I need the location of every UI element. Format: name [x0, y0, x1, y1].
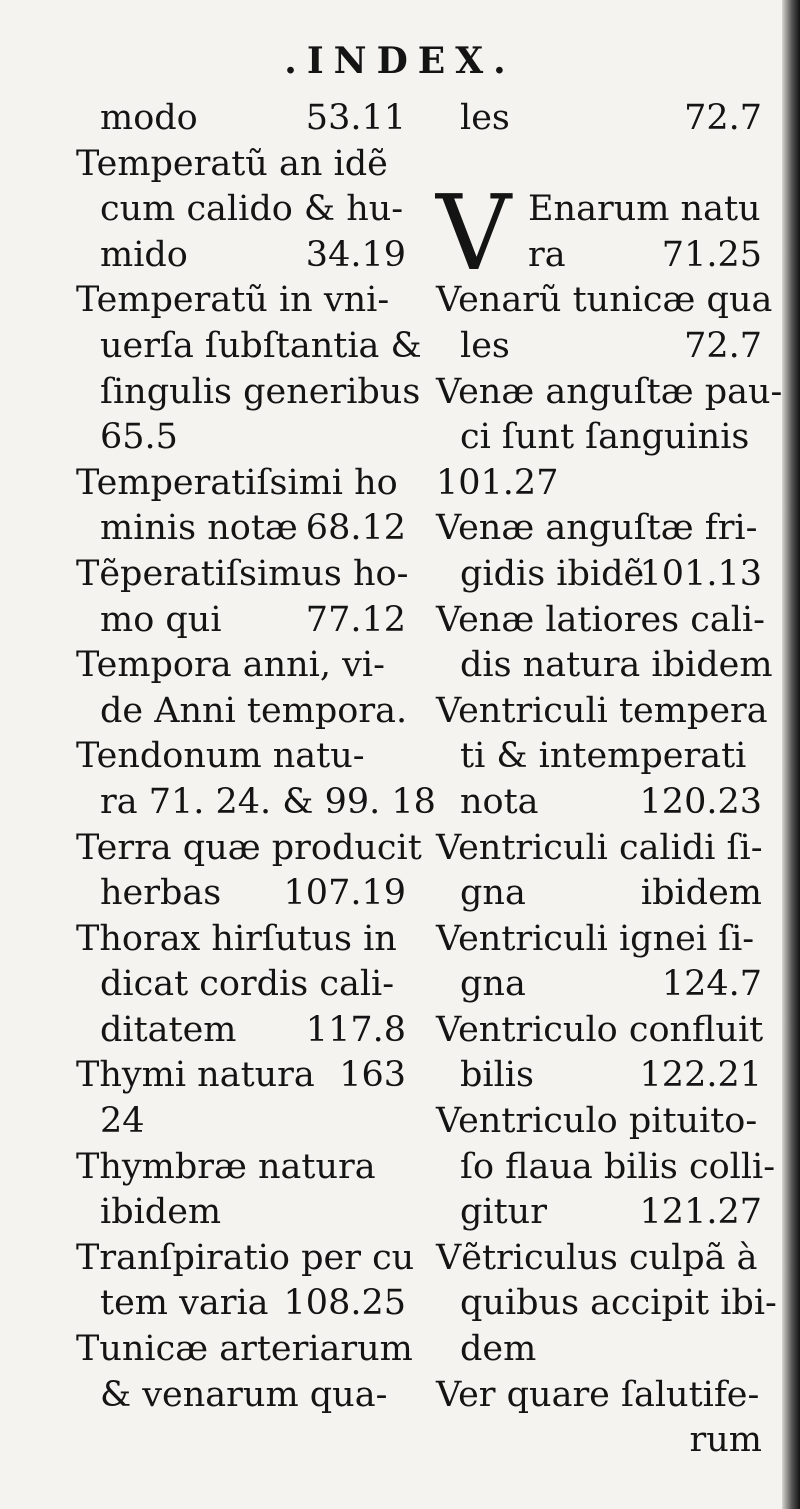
entry-text: Tempora anni, vi-	[76, 645, 385, 686]
entry-text: Thorax hirſutus in	[76, 918, 397, 959]
entry-text: dicat cordis cali-	[100, 964, 395, 1005]
entry-reference: 34.19	[305, 234, 406, 275]
index-line	[436, 552, 762, 598]
index-line	[436, 826, 762, 872]
index-line	[76, 1373, 406, 1419]
entry-text: gna	[460, 964, 526, 1005]
entry-text: Enarum natu	[528, 189, 761, 230]
index-line	[436, 415, 762, 461]
entry-reference: 77.12	[305, 599, 406, 640]
index-line	[76, 506, 406, 552]
entry-text: Ver quare ſalutife-	[436, 1374, 760, 1415]
entry-text: Venæ anguſtæ fri-	[436, 508, 758, 549]
index-line	[76, 917, 406, 963]
entry-reference: 72.7	[684, 98, 762, 138]
entry-text: gna	[460, 873, 526, 914]
page-edge-shadow	[782, 0, 800, 1509]
entry-reference: 107.19	[283, 873, 406, 914]
index-line	[436, 1236, 762, 1282]
entry-text: quibus accipit ibi-	[460, 1283, 777, 1324]
entry-reference: 101.13	[639, 553, 762, 594]
index-line	[436, 1418, 762, 1464]
left-index-column	[76, 96, 436, 1418]
entry-text: nota	[460, 781, 539, 822]
entry-text: dis natura ibidem	[460, 645, 773, 686]
entry-text: modo	[100, 98, 198, 138]
entry-text: tem varia	[100, 1283, 269, 1324]
index-line	[436, 643, 773, 689]
index-line	[76, 871, 406, 917]
index-line	[436, 1053, 762, 1099]
index-line	[436, 1281, 777, 1327]
entry-text: Ventriculi ignei ſi-	[436, 918, 755, 959]
entry-reference: 108.25	[283, 1283, 406, 1324]
page-header: .INDEX.	[284, 40, 516, 82]
entry-text: Venæ latiores cali-	[436, 599, 765, 640]
index-line	[76, 233, 406, 279]
index-line	[76, 962, 406, 1008]
index-line	[436, 1008, 762, 1054]
right-entries	[436, 278, 783, 1463]
entry-text: gidis ibidẽ	[460, 553, 645, 594]
entry-text: & venarum qua-	[100, 1374, 388, 1415]
entry-text: gitur	[460, 1192, 547, 1233]
index-line	[436, 1327, 762, 1373]
entry-reference: 53.11	[305, 98, 406, 138]
entry-text: Tẽperatiſsimus ho-	[76, 553, 409, 594]
index-line	[436, 962, 762, 1008]
entry-text: Tendonum natu-	[76, 736, 365, 777]
index-line	[436, 1373, 762, 1419]
index-line	[436, 1190, 762, 1236]
entry-reference: 117.8	[305, 1009, 406, 1050]
index-line	[436, 506, 762, 552]
entry-text: Temperatũ in vni-	[76, 280, 390, 321]
entry-text: Terra quæ producit	[76, 827, 422, 868]
entry-reference: 163	[339, 1055, 406, 1096]
entry-text: ibidem	[100, 1192, 222, 1233]
entry-text: uerſa ſubſtantia &	[100, 325, 422, 366]
index-line	[436, 598, 765, 644]
index-line	[436, 370, 783, 416]
entry-text: ſingulis generibus	[100, 371, 421, 412]
entry-text: Tranſpiratio per cu	[76, 1237, 415, 1278]
entry-text: Temperatiſsimi ho	[76, 462, 398, 503]
index-line	[436, 871, 762, 917]
entry-reference: 121.27	[639, 1192, 762, 1233]
index-line	[436, 1099, 762, 1145]
entry-reference: 71.25	[661, 234, 762, 275]
entry-reference: ibidem	[640, 873, 762, 914]
entry-text: Venæ anguſtæ pau-	[436, 371, 783, 412]
entry-text: minis notæ	[100, 508, 298, 549]
index-line	[436, 780, 762, 826]
index-line	[76, 780, 436, 826]
entry-text: 65.5	[100, 417, 178, 458]
index-line	[76, 1145, 406, 1191]
entry-text: mido	[100, 234, 188, 275]
entry-text: rum	[689, 1420, 762, 1461]
entry-reference: 68.12	[305, 508, 406, 549]
dropcap-letter: V	[436, 172, 512, 295]
entry-reference: 72.7	[684, 325, 762, 366]
entry-text: 101.27	[436, 462, 559, 503]
entry-text: herbas	[100, 873, 222, 914]
entry-text: bilis	[460, 1055, 534, 1096]
index-line	[528, 233, 762, 279]
index-line	[76, 370, 421, 416]
right-index-column	[436, 96, 783, 1464]
index-line	[436, 1145, 776, 1191]
index-line	[76, 1008, 406, 1054]
index-line	[436, 917, 762, 963]
index-line	[76, 1053, 406, 1099]
index-line	[76, 552, 409, 598]
entry-text: mo qui	[100, 599, 222, 640]
index-line	[76, 187, 406, 233]
entry-text: Tunicæ arteriarum	[76, 1329, 413, 1370]
index-line	[76, 324, 422, 370]
dropcap-entry	[436, 172, 762, 295]
entry-text: ſo flaua bilis colli-	[460, 1146, 776, 1187]
entry-text: Ventriculi calidi ſi-	[436, 827, 763, 868]
entry-text: cum calido & hu-	[100, 189, 404, 230]
entry-text: Thymi natura	[76, 1055, 315, 1096]
index-line	[436, 734, 762, 780]
index-line	[76, 1327, 413, 1373]
index-line	[76, 689, 406, 735]
entry-text: Ventriculo confluit	[436, 1009, 764, 1050]
entry-text: Temperatũ an idẽ	[76, 143, 388, 184]
index-line	[76, 643, 406, 689]
entry-text: Vẽtriculus culpã à	[436, 1237, 758, 1278]
index-line	[436, 278, 773, 324]
index-line	[436, 461, 762, 507]
entry-text: ti & intemperati	[460, 736, 747, 777]
index-line	[76, 461, 406, 507]
entry-text: de Anni tempora.	[100, 690, 408, 731]
index-line	[76, 1099, 406, 1145]
index-line	[76, 1190, 406, 1236]
entry-text: dem	[460, 1329, 537, 1370]
index-line	[76, 142, 406, 188]
entry-text: les	[460, 325, 510, 366]
entry-text: ra 71. 24. & 99. 18	[100, 781, 436, 822]
entry-reference: 124.7	[661, 964, 762, 1005]
index-line	[436, 96, 762, 142]
index-line	[436, 324, 762, 370]
entry-reference: 120.23	[639, 781, 762, 822]
entry-text: Ventriculi tempera	[436, 690, 768, 731]
index-line	[76, 415, 406, 461]
entry-text: ditatem	[100, 1009, 237, 1050]
index-line	[76, 1236, 415, 1282]
index-line	[76, 278, 406, 324]
index-line	[76, 96, 406, 142]
index-line	[76, 598, 406, 644]
entry-text: 24	[100, 1101, 145, 1142]
entry-reference: 122.21	[639, 1055, 762, 1096]
entry-text: ci ſunt ſanguinis	[460, 417, 750, 458]
index-line	[76, 1281, 406, 1327]
index-line	[528, 187, 762, 233]
entry-text: Ventriculo pituito-	[436, 1101, 758, 1142]
index-line	[76, 826, 422, 872]
entry-text: les	[460, 98, 510, 138]
index-line	[436, 689, 768, 735]
entry-text: ra	[528, 234, 566, 275]
entry-text: Thymbræ natura	[76, 1146, 376, 1187]
index-line	[76, 734, 406, 780]
entry-text: Venarũ tunicæ qua	[436, 280, 773, 321]
